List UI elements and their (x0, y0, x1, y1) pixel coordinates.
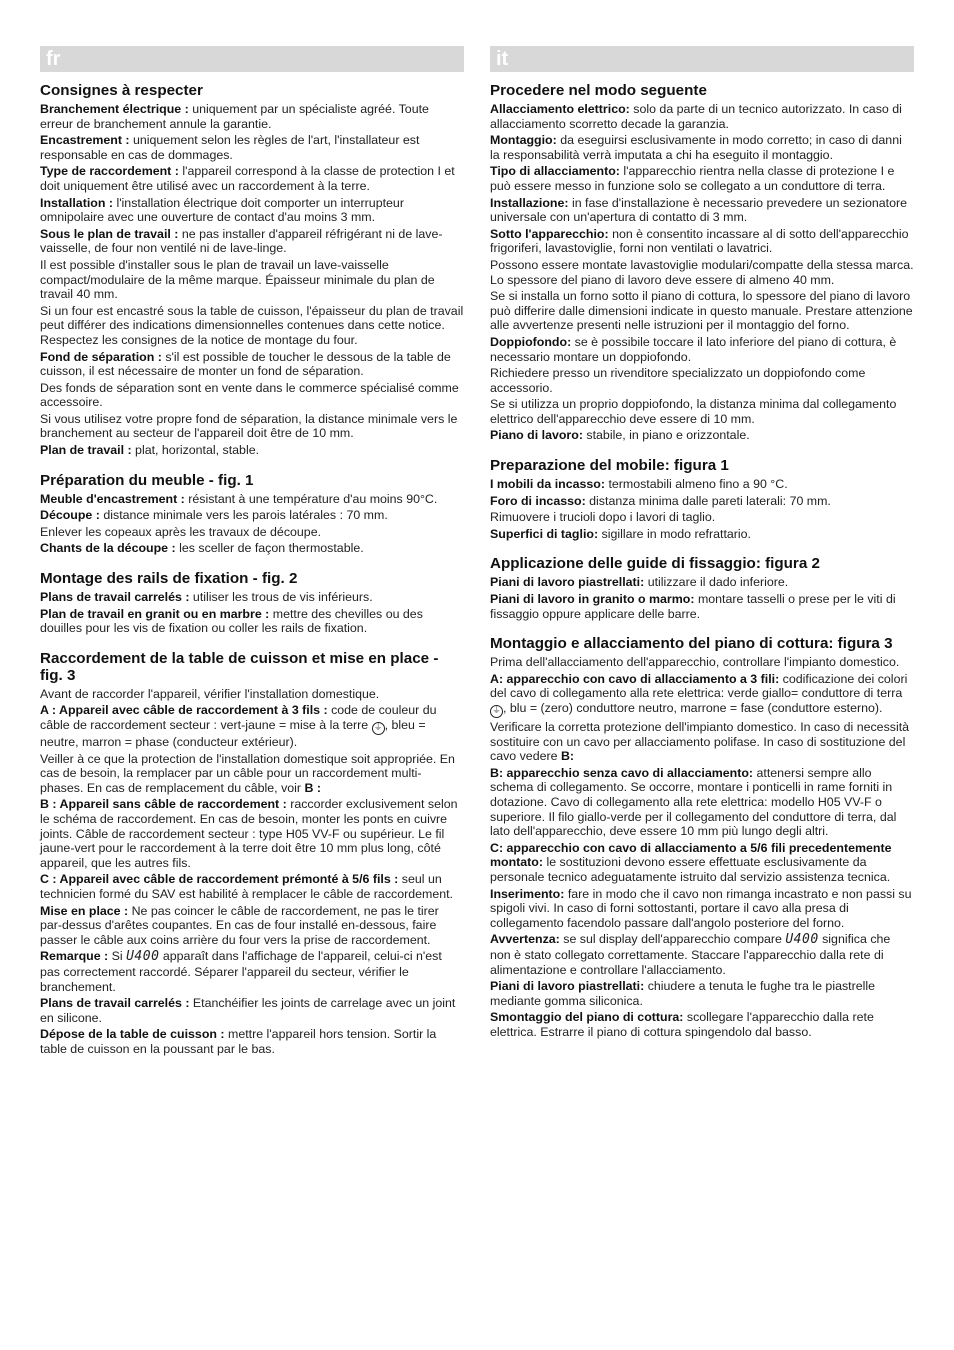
paragraph-text: distanza minima dalle pareti laterali: 70 mm. (589, 493, 831, 508)
paragraph-label: Inserimento: (490, 886, 565, 901)
paragraph-reference: B: (560, 749, 575, 764)
paragraph-label: Piano di lavoro: (490, 428, 583, 443)
paragraph-text-continued: significa che non è stato collegato correttamente. Staccare l'apparecchio dalla rete di alimentazione e controllare l'allacciamento. (490, 932, 891, 977)
paragraph-label: Remarque : (40, 949, 109, 964)
paragraph (490, 227, 914, 256)
paragraph (490, 527, 914, 542)
paragraph-text: les sceller de façon thermostable. (179, 541, 364, 556)
paragraph-label: Meuble d'encastrement : (40, 491, 185, 506)
paragraph-text: uniquement selon les règles de l'art, l'installateur est responsable en cas de dommages. (40, 133, 420, 162)
paragraph (490, 477, 914, 492)
paragraph-text: Avant de raccorder l'appareil, vérifier l'installation domestique. (40, 686, 380, 701)
ground-symbol-icon: ⏚ (373, 723, 383, 733)
paragraph (490, 932, 914, 977)
paragraph (490, 575, 914, 590)
paragraph-label: Superfici di taglio: (490, 526, 599, 541)
section-heading: Consignes à respecter (40, 82, 203, 99)
section-heading: Montage des rails de fixation - fig. 2 (40, 570, 298, 588)
paragraph (40, 443, 464, 458)
paragraph-text: Se si utilizza un proprio doppiofondo, la distanza minima dal collegamento elettrico dell'apparecchio deve essere di 10 mm. (490, 397, 897, 426)
paragraph-label: Mise en place : (40, 903, 129, 918)
paragraph (40, 797, 464, 870)
sections-fr (40, 82, 464, 1056)
paragraph-text: utiliser les trous de vis inférieurs. (192, 590, 373, 605)
paragraph (40, 590, 464, 605)
paragraph-text: mettre des chevilles ou des douilles pour les vis de fixation ou coller les rails de fixation. (40, 606, 423, 636)
section-heading: Procedere nel modo seguente (490, 82, 707, 99)
section-heading: Applicazione delle guide di fissaggio: figura 2 (490, 555, 820, 573)
paragraph-label: A: apparecchio con cavo di allacciamento a 3 fili: (490, 671, 780, 686)
paragraph (490, 841, 914, 885)
paragraph-text: uniquement par un spécialiste agréé. Toute erreur de branchement annule la garantie. (40, 102, 429, 131)
paragraph-text: seul un technicien formé du SAV est habilité à remplacer le câble de raccordement. (40, 872, 454, 901)
paragraph-text: mettre l'appareil hors tension. Sortir la table de cuisson en la poussant par le bas. (40, 1027, 437, 1056)
column-french (40, 46, 464, 1058)
paragraph (40, 525, 464, 540)
paragraph (40, 258, 464, 302)
paragraph-text: montare tasselli o prese per le viti di fissaggio oppure applicare delle barre. (490, 592, 896, 621)
paragraph-text: raccorder exclusivement selon le schéma de raccordement. En cas de besoin, monter les ponts en cuivre joints. Câble de raccordement secteur : type H05 VV-F ou supérieur. Le fil jaune-vert pour le raccordement à la terre doit être 10 mm plus long, côté appareil, que les autres fils. (40, 797, 458, 870)
paragraph (490, 887, 914, 931)
paragraph-label: Tipo di allacciamento: (490, 164, 620, 179)
paragraph-label: Sotto l'apparecchio: (490, 226, 609, 241)
paragraph-text: stabile, in piano e orizzontale. (586, 428, 750, 443)
paragraph-text: se sul display dell'apparecchio compare (563, 932, 782, 947)
paragraph-text: Des fonds de séparation sont en vente dans le commerce spécialisé comme accessoire. (40, 380, 459, 410)
paragraph (40, 492, 464, 507)
paragraph (490, 335, 914, 364)
paragraph (490, 164, 914, 193)
paragraph (490, 655, 914, 670)
paragraph-label: Type de raccordement : (40, 164, 179, 179)
paragraph-text: distance minimale vers les parois latérales : 70 mm. (103, 508, 388, 523)
paragraph-label: Installation : (40, 195, 113, 210)
paragraph-text: sigillare in modo refrattario. (601, 526, 751, 541)
paragraph-label: Branchement électrique : (40, 102, 189, 116)
paragraph (40, 412, 464, 441)
paragraph (40, 102, 464, 131)
paragraph (40, 872, 464, 901)
paragraph-text: Enlever les copeaux après les travaux de découpe. (40, 524, 322, 539)
paragraph-text: le sostituzioni devono essere effettuate esclusivamente da personale tecnico adeguatamente istruito dal servizio assistenza tecnica. (490, 855, 891, 884)
paragraph (490, 672, 914, 718)
paragraph (490, 510, 914, 525)
paragraph-label: Sous le plan de travail : (40, 226, 179, 241)
paragraph (490, 494, 914, 509)
paragraph (40, 996, 464, 1025)
paragraph-text-continued: apparaît dans l'affichage de l'appareil, celui-ci n'est pas correctement raccordé. Séparer l'appareil du secteur, vérifier le branchement. (40, 949, 442, 994)
paragraph (40, 164, 464, 193)
paragraph-label: Allacciamento elettrico: (490, 102, 630, 116)
paragraph (40, 687, 464, 702)
paragraph-text: chiudere a tenuta le fughe tra le piastrelle mediante gomma siliconica. (490, 979, 876, 1008)
paragraph-label: Installazione: (490, 195, 569, 210)
paragraph (40, 703, 464, 749)
paragraph-label: Piani di lavoro in granito o marmo: (490, 592, 695, 607)
paragraph-text: ne pas installer d'appareil réfrigérant ni de lave-vaisselle, de four non ventilé ni de lave-linge. (40, 226, 443, 256)
paragraph-text: Possono essere montate lavastoviglie modulari/compatte della stessa marca. Lo spessore del piano di lavoro deve essere di almeno 40 mm. (490, 257, 914, 287)
paragraph-label: Chants de la découpe : (40, 541, 176, 556)
paragraph (40, 541, 464, 556)
paragraph-text: solo da parte di un tecnico autorizzato. In caso di allacciamento scorretto decade la garanzia. (490, 102, 902, 131)
paragraph-label: Avvertenza: (490, 932, 560, 947)
paragraph-text: se è possibile toccare il lato inferiore del piano di cottura, è necessario montare un doppiofondo. (490, 334, 897, 364)
paragraph (40, 196, 464, 225)
sections-it (490, 82, 914, 1039)
paragraph-label: Plan de travail en granit ou en marbre : (40, 606, 270, 621)
paragraph-label: Doppiofondo: (490, 334, 572, 349)
paragraph-label: Piani di lavoro piastrellati: (490, 575, 645, 590)
paragraph-label: Piani di lavoro piastrellati: (490, 979, 645, 994)
paragraph-text: codificazione dei colori del cavo di collegamento alla rete elettrica: verde giallo= conduttore di terra (490, 671, 908, 701)
paragraph (490, 766, 914, 839)
paragraph (40, 133, 464, 162)
paragraph-label: Montaggio: (490, 133, 557, 148)
paragraph (490, 366, 914, 395)
paragraph-text: Si un four est encastré sous la table de cuisson, l'épaisseur du plan de travail peut différer des indications dimensionnelles contenues dans cette notice. Respectez les consignes de la notice de montage du four. (40, 303, 464, 347)
paragraph (40, 752, 464, 796)
paragraph-label: Smontaggio del piano di cottura: (490, 1010, 684, 1025)
paragraph-label: Plan de travail : (40, 443, 132, 458)
paragraph-text: l'installation électrique doit comporter un interrupteur omnipolaire avec une ouverture de contact d'au moins 3 mm. (40, 195, 404, 225)
paragraph (40, 381, 464, 410)
paragraph-text: Verificare la corretta protezione dell'impianto domestico. In caso di necessità sostituire con un cavo per allacciamento polifase. In caso di sostituzione del cavo vedere (490, 720, 910, 764)
paragraph-text: Richiedere presso un rivenditore specializzato un doppiofondo come accessorio. (490, 366, 866, 395)
language-header-fr (40, 46, 464, 72)
paragraph-text: in fase d'installazione è necessario prevedere un sezionatore universale con un'apertura di contatto di 3 mm. (490, 195, 908, 225)
paragraph (40, 350, 464, 379)
paragraph (490, 289, 914, 333)
paragraph-text: code de couleur du câble de raccordement secteur : vert-jaune = mise à la terre (40, 703, 437, 732)
paragraph-text: attenersi sempre allo schema di collegamento. Se occorre, montare i ponticelli in rame forniti in dotazione. Cavo di collegamento alla rete elettrica: modello H05 VV-F o superiore. Il filo giallo-verde per il collegamento del conduttore di terra, dal lato dell'apparecchio, deve essere 10 mm più lungo degli altri. (490, 765, 897, 839)
paragraph-label: C: apparecchio con cavo di allacciamento a 5/6 fili precedentemente montato: (490, 840, 892, 870)
paragraph (40, 949, 464, 994)
ground-symbol-icon: ⏚ (491, 706, 501, 716)
paragraph (490, 592, 914, 621)
paragraph (490, 1010, 914, 1039)
paragraph-text: Se si installa un forno sotto il piano di cottura, lo spessore del piano di lavoro può differire dalle dimensioni indicate in questo manuale. Prestare attenzione alle avvertenze presenti nelle istruzioni per il montaggio del forno. (490, 289, 913, 333)
paragraph (40, 227, 464, 256)
paragraph-label: Dépose de la table de cuisson : (40, 1027, 225, 1042)
paragraph-text-continued: , bleu = neutre, marron = phase (conducteur extérieur). (40, 718, 426, 749)
paragraph-text: termostabili almeno fino a 90 °C. (608, 477, 788, 492)
paragraph (490, 133, 914, 162)
paragraph-label: Fond de séparation : (40, 349, 162, 364)
paragraph-text: Si vous utilisez votre propre fond de séparation, la distance minimale vers le branchement au secteur de l'appareil doit être de 10 mm. (40, 411, 458, 441)
paragraph-label: Foro di incasso: (490, 493, 586, 508)
paragraph (490, 979, 914, 1008)
paragraph (490, 102, 914, 131)
paragraph (490, 428, 914, 443)
paragraph-text: da eseguirsi esclusivamente in modo corretto; in caso di danni la responsabilità verrà imputata a chi ha eseguito il montaggio. (490, 133, 902, 162)
paragraph-reference: B : (304, 780, 322, 795)
paragraph-text: Etanchéifier les joints de carrelage avec un joint en silicone. (40, 996, 456, 1025)
paragraph-text: fare in modo che il cavo non rimanga incastrato e non passi su spigoli vivi. In caso di forni sottostanti, portare il cavo alla presa di collegamento facendolo passare dall'angolo posteriore del forno. (490, 886, 912, 930)
section-heading: Preparazione del mobile: figura 1 (490, 457, 729, 475)
display-code: U400 (785, 932, 819, 948)
language-header-it (490, 46, 914, 72)
paragraph (40, 904, 464, 948)
paragraph-text: Si (111, 949, 123, 964)
paragraph-text: Ne pas coincer le câble de raccordement, ne pas le tirer par-dessus d'arêtes coupantes. En cas de four installé en-dessous, faire passer le câble aux coins arrière du four vers la prise de raccordement. (40, 903, 439, 947)
paragraph-text: s'il est possible de toucher le dessous de la table de cuisson, il est nécessaire de monter un fond de séparation. (40, 349, 451, 379)
paragraph-text: non è consentito incassare al di sotto dell'apparecchio frigoriferi, lavastoviglie, forni non ventilati o lavatrici. (490, 226, 909, 256)
paragraph-label: C : Appareil avec câble de raccordement prémonté à 5/6 fils : (40, 872, 399, 887)
paragraph-label: Plans de travail carrelés : (40, 996, 190, 1011)
paragraph-text: l'appareil correspond à la classe de protection I et doit uniquement être utilisé avec un raccordement à la terre. (40, 164, 455, 193)
paragraph-label: I mobili da incasso: (490, 477, 605, 492)
paragraph-label: A : Appareil avec câble de raccordement à 3 fils : (40, 703, 328, 718)
paragraph-text: Prima dell'allacciamento dell'apparecchio, controllare l'impianto domestico. (490, 655, 900, 670)
column-italian (490, 46, 914, 1041)
paragraph-label: B : Appareil sans câble de raccordement : (40, 797, 287, 812)
language-code: it (496, 48, 509, 70)
paragraph-label: B: apparecchio senza cavo di allacciamento: (490, 765, 754, 780)
language-code: fr (46, 48, 61, 70)
paragraph (40, 1027, 464, 1056)
paragraph-text: résistant à une température d'au moins 90°C. (188, 491, 438, 506)
section-heading: Préparation du meuble - fig. 1 (40, 471, 254, 489)
section-heading: Montaggio e allacciamento del piano di cottura: figura 3 (490, 635, 893, 653)
paragraph-text: plat, horizontal, stable. (135, 443, 260, 458)
paragraph (40, 304, 464, 348)
paragraph (490, 196, 914, 225)
paragraph-label: Plans de travail carrelés : (40, 590, 190, 605)
paragraph (40, 508, 464, 523)
paragraph-text: utilizzare il dado inferiore. (647, 575, 789, 590)
display-code: U400 (126, 949, 160, 965)
paragraph-label: Découpe : (40, 508, 100, 523)
paragraph-text: Il est possible d'installer sous le plan de travail un lave-vaisselle compact/modulaire de la même marque. Épaisseur minimale du plan de travail 40 mm. (40, 257, 435, 302)
section-heading: Raccordement de la table de cuisson et mise en place - fig. 3 (40, 649, 439, 684)
paragraph-text: Veiller à ce que la protection de l'installation domestique soit appropriée. En cas de besoin, la remplacer par un câble pour un raccordement multi-phases. En cas de remplacement du câble, voir (40, 751, 455, 795)
paragraph-label: Encastrement : (40, 133, 130, 148)
paragraph-text: Rimuovere i trucioli dopo i lavori di taglio. (490, 510, 716, 525)
paragraph-text: scollegare l'apparecchio dalla rete elettrica. Estrarre il piano di cottura spingendolo dal basso. (490, 1010, 874, 1039)
paragraph (490, 397, 914, 426)
paragraph (40, 607, 464, 636)
paragraph-text: l'apparecchio rientra nella classe di protezione I e può essere messo in funzione solo se collegato a un conduttore di terra. (490, 164, 895, 193)
paragraph-text-continued: , blu = (zero) conduttore neutro, marrone = fase (conduttore esterno). (503, 701, 883, 715)
paragraph (490, 720, 914, 764)
paragraph (490, 258, 914, 287)
